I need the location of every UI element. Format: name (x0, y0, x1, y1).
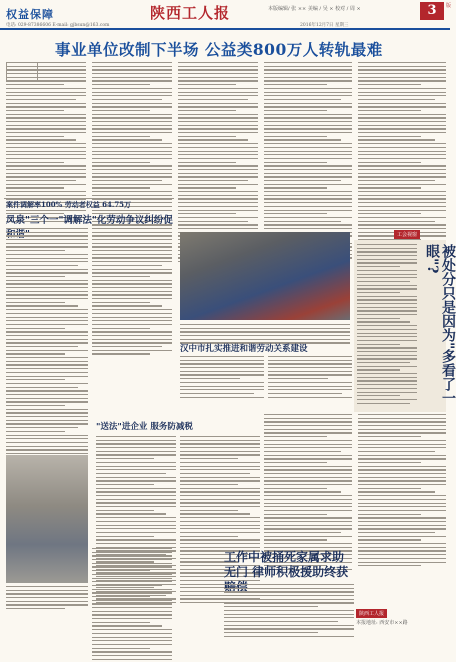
article-column (358, 414, 446, 569)
article-title: 工作中被捅死家属求助无门 律师积极援助终获 (224, 550, 349, 579)
footer-brand: 陕西工人报 (356, 609, 387, 618)
article-column (268, 356, 352, 400)
sidebar-text (357, 244, 417, 406)
main-headline: 事业单位改制下半场 公益类800万人转轨最难 (55, 40, 383, 59)
article-column (358, 62, 446, 243)
footer-box (356, 600, 444, 626)
article-column (224, 584, 354, 639)
paper-name: 陕西工人报 (150, 4, 231, 22)
section-title: 权益保障 (6, 8, 54, 21)
page-number: 3 (420, 2, 444, 20)
article-column (264, 414, 352, 573)
sidebar-tag: 工会视窗 (394, 230, 420, 239)
article-column (96, 436, 176, 606)
article-title: 凤泉"三个一"调解法"化劳动争议纠纷促 (6, 215, 173, 226)
photo-caption (6, 586, 88, 612)
article-title: "送法"进企业 服务防减税 (96, 422, 193, 432)
article-title: 汉中市扎实推进和谐劳动关系建设 (180, 344, 308, 354)
sidebar-title: 被处分只是因为"多看了一眼"? (424, 244, 456, 406)
column-badge (6, 62, 38, 82)
header-rule (0, 28, 450, 30)
news-photo (6, 455, 88, 583)
footer-address: 本报地址: 西安市××路 (356, 620, 408, 626)
issue-date: 2016年12月7日 星期三 (300, 23, 349, 28)
contact-line: 电话: 029-87386606 E-mail: gjbsun@163.com (6, 23, 110, 28)
page-label: 版 (446, 3, 452, 9)
page-meta: 本版编辑/ 张 ×× 美编 / 吴 × 校对 / 周 × (268, 6, 361, 12)
news-photo (180, 232, 350, 320)
article-column (180, 356, 264, 400)
article-kicker: 案件调解率100% 劳动者权益 64.75万 (6, 200, 132, 209)
sidebar-feature (354, 232, 456, 412)
article-column (92, 228, 172, 357)
divider (4, 198, 174, 199)
